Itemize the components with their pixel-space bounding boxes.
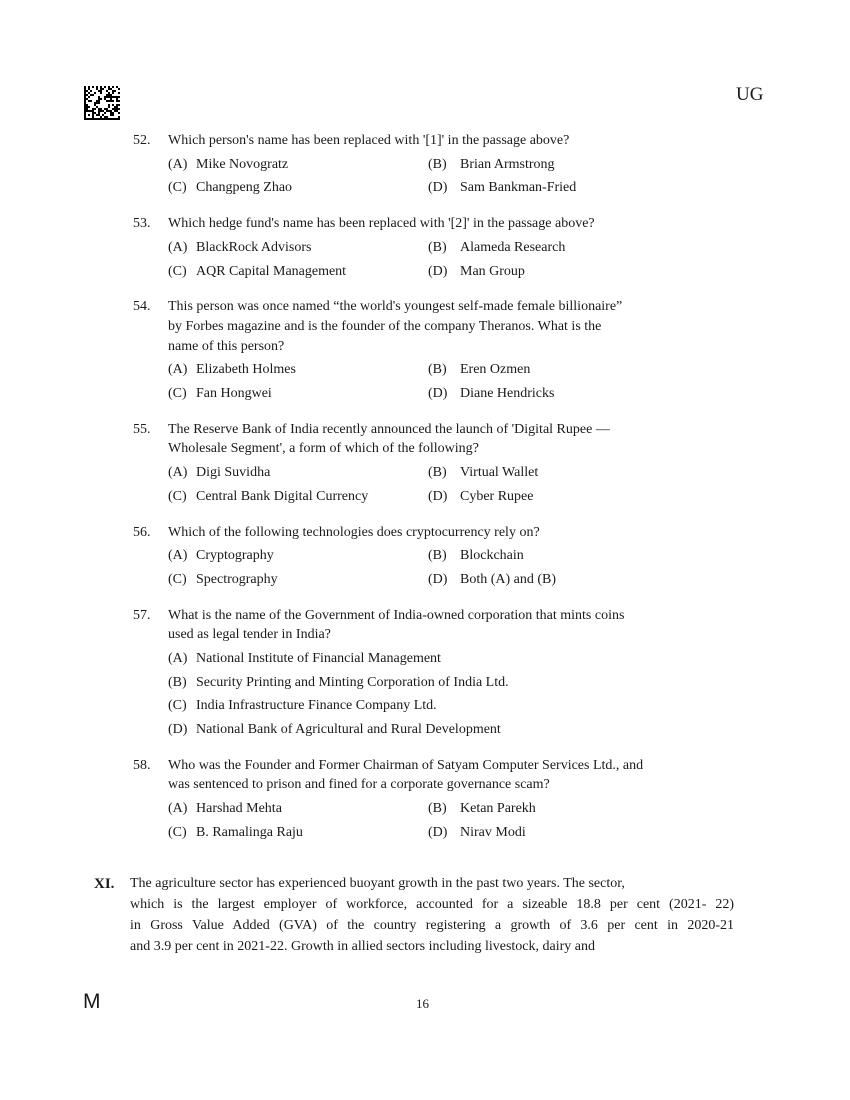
question-text: Who was the Founder and Former Chairman of Satyam Computer Services Ltd., and (168, 758, 644, 773)
option-label: (A) (168, 240, 188, 255)
question-text: Which person's name has been replaced with '[1]' in the passage above? (168, 133, 570, 148)
option-label: (D) (428, 386, 448, 401)
option-text: National Institute of Financial Management (196, 651, 441, 666)
passage-number: XI. (94, 876, 115, 892)
passage-text: and 3.9 per cent in 2021-22. Growth in allied sectors including livestock, dairy and (130, 939, 596, 954)
question-text: was sentenced to prison and fined for a corporate governance scam? (168, 777, 550, 792)
question-number: 53. (133, 216, 151, 231)
option-label: (C) (168, 386, 187, 401)
question-text: Which hedge fund's name has been replaced with '[2]' in the passage above? (168, 216, 595, 231)
option-label: (D) (428, 180, 448, 195)
option-label: (A) (168, 465, 188, 480)
question-text: The Reserve Bank of India recently announced the launch of 'Digital Rupee — (168, 422, 610, 437)
question-number: 55. (133, 422, 151, 437)
option-label: (A) (168, 157, 188, 172)
option-label: (D) (168, 722, 188, 737)
set-code: M (83, 990, 101, 1013)
option-label: (B) (428, 362, 447, 377)
option-label: (C) (168, 825, 187, 840)
option-label: (C) (168, 489, 187, 504)
question-text: What is the name of the Government of India-owned corporation that mints coins (168, 608, 625, 623)
question-number: 54. (133, 299, 151, 314)
option-text: Nirav Modi (460, 825, 526, 840)
option-label: (B) (428, 465, 447, 480)
option-label: (B) (428, 548, 447, 563)
question-number: 56. (133, 525, 151, 540)
question-text: This person was once named “the world's youngest self-made female billionaire” (168, 299, 623, 314)
option-label: (D) (428, 825, 448, 840)
option-label: (C) (168, 264, 187, 279)
passage-text: which is the largest employer of workforce, accounted for a sizeable 18.8 per cent (2021- 22) (130, 897, 734, 912)
option-label: (D) (428, 572, 448, 587)
option-text: Cyber Rupee (460, 489, 534, 504)
question-number: 57. (133, 608, 151, 623)
passage-text: in Gross Value Added (GVA) of the country registering a growth of 3.6 per cent in 2020-21 (130, 918, 734, 933)
option-text: Harshad Mehta (196, 801, 282, 816)
option-text: Both (A) and (B) (460, 572, 557, 587)
question-text: used as legal tender in India? (168, 627, 331, 642)
option-text: Digi Suvidha (196, 465, 271, 480)
option-text: Elizabeth Holmes (196, 362, 296, 377)
passage-text: The agriculture sector has experienced buoyant growth in the past two years. The sector, (130, 876, 625, 891)
option-label: (A) (168, 548, 188, 563)
option-label: (C) (168, 572, 187, 587)
option-text: Central Bank Digital Currency (196, 489, 369, 504)
option-label: (B) (428, 157, 447, 172)
option-text: Cryptography (196, 548, 274, 563)
option-text: Security Printing and Minting Corporation of India Ltd. (196, 675, 509, 690)
option-text: Sam Bankman-Fried (460, 180, 577, 195)
question-text: by Forbes magazine and is the founder of the company Theranos. What is the (168, 319, 602, 334)
option-text: AQR Capital Management (196, 264, 347, 279)
option-text: Man Group (460, 264, 525, 279)
option-text: Diane Hendricks (460, 386, 555, 401)
option-label: (B) (428, 240, 447, 255)
question-number: 58. (133, 758, 151, 773)
option-text: Blockchain (460, 548, 524, 563)
option-label: (A) (168, 362, 188, 377)
option-label: (C) (168, 698, 187, 713)
option-text: Spectrography (196, 572, 278, 587)
option-text: Alameda Research (460, 240, 566, 255)
option-text: B. Ramalinga Raju (196, 825, 303, 840)
option-text: Brian Armstrong (460, 157, 555, 172)
option-label: (C) (168, 180, 187, 195)
option-text: National Bank of Agricultural and Rural Development (196, 722, 501, 737)
page-number: 16 (416, 996, 429, 1011)
option-text: Ketan Parekh (460, 801, 536, 816)
option-text: India Infrastructure Finance Company Ltd. (196, 698, 437, 713)
question-text: name of this person? (168, 339, 285, 354)
option-label: (A) (168, 651, 188, 666)
option-label: (B) (168, 675, 187, 690)
option-label: (D) (428, 489, 448, 504)
option-text: Virtual Wallet (460, 465, 539, 480)
option-text: Changpeng Zhao (196, 180, 293, 195)
option-label: (B) (428, 801, 447, 816)
option-text: BlackRock Advisors (196, 240, 312, 255)
paper-code: UG (736, 84, 764, 105)
question-number: 52. (133, 133, 151, 148)
question-text: Which of the following technologies does cryptocurrency rely on? (168, 525, 540, 540)
barcode-icon (84, 86, 120, 120)
option-text: Eren Ozmen (460, 362, 531, 377)
question-text: Wholesale Segment', a form of which of the following? (168, 441, 479, 456)
option-label: (D) (428, 264, 448, 279)
option-label: (A) (168, 801, 188, 816)
option-text: Fan Hongwei (196, 386, 272, 401)
option-text: Mike Novogratz (196, 157, 289, 172)
